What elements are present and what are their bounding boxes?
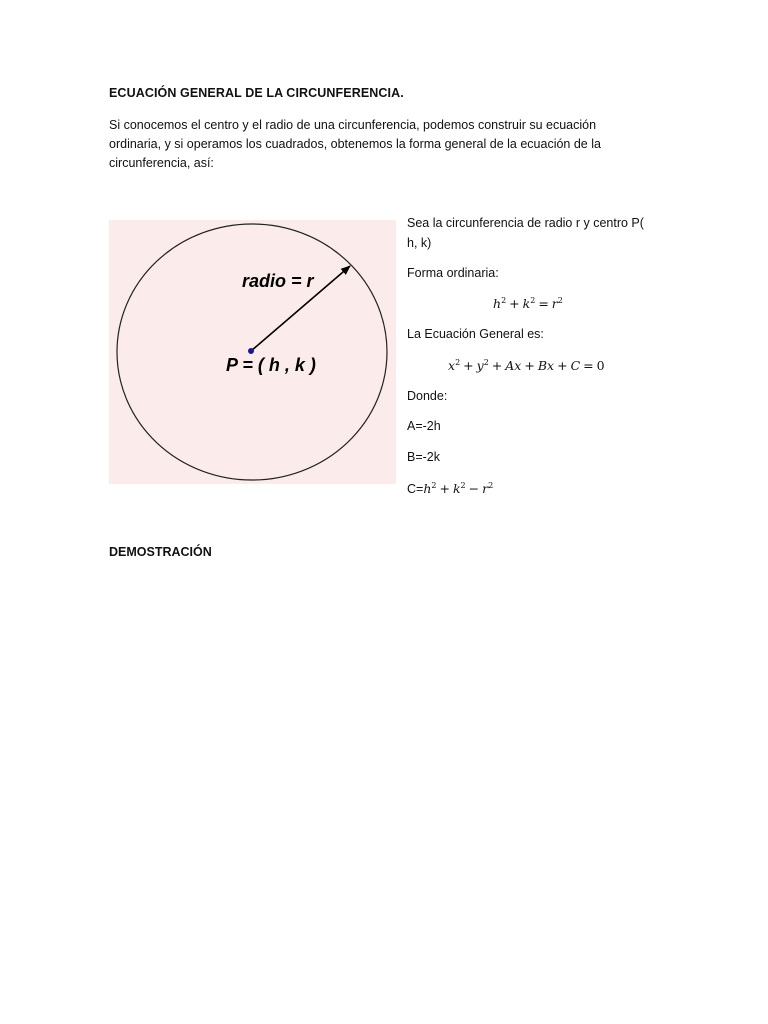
general-equation-label: La Ecuación General es: bbox=[407, 327, 544, 341]
general-equation: $x^2 + y^2 + Ax + Bx + C = 0$ bbox=[448, 358, 605, 373]
b-definition: B=-2k bbox=[407, 450, 441, 464]
definition-line-2: h, k) bbox=[407, 236, 432, 250]
c-definition-formula: $h^2 + k^2 - r^2$ bbox=[423, 481, 494, 496]
circle-figure bbox=[109, 220, 396, 484]
demonstration-heading: DEMOSTRACIÓN bbox=[109, 545, 212, 559]
definition-line-1: Sea la circunferencia de radio r y centro P( bbox=[407, 216, 644, 230]
circle-diagram bbox=[109, 220, 396, 484]
radius-label: radio = r bbox=[242, 271, 314, 291]
center-label: P = ( h , k ) bbox=[226, 355, 316, 375]
a-definition: A=-2h bbox=[407, 419, 441, 433]
ordinary-form-label: Forma ordinaria: bbox=[407, 266, 499, 280]
document-title: ECUACIÓN GENERAL DE LA CIRCUNFERENCIA. bbox=[109, 86, 404, 100]
center-point bbox=[248, 348, 254, 354]
ordinary-form-equation: $h^2 + k^2 = r^2$ bbox=[493, 296, 563, 311]
c-definition bbox=[407, 481, 493, 496]
intro-paragraph: Si conocemos el centro y el radio de una circunferencia, podemos construir su ecuación ordinaria, y si operamos los cuadrados, obtenemos la forma general de la ecuación de la circunferencia, así: bbox=[109, 118, 601, 170]
where-label: Donde: bbox=[407, 389, 448, 403]
c-definition-prefix: C= bbox=[407, 482, 424, 496]
